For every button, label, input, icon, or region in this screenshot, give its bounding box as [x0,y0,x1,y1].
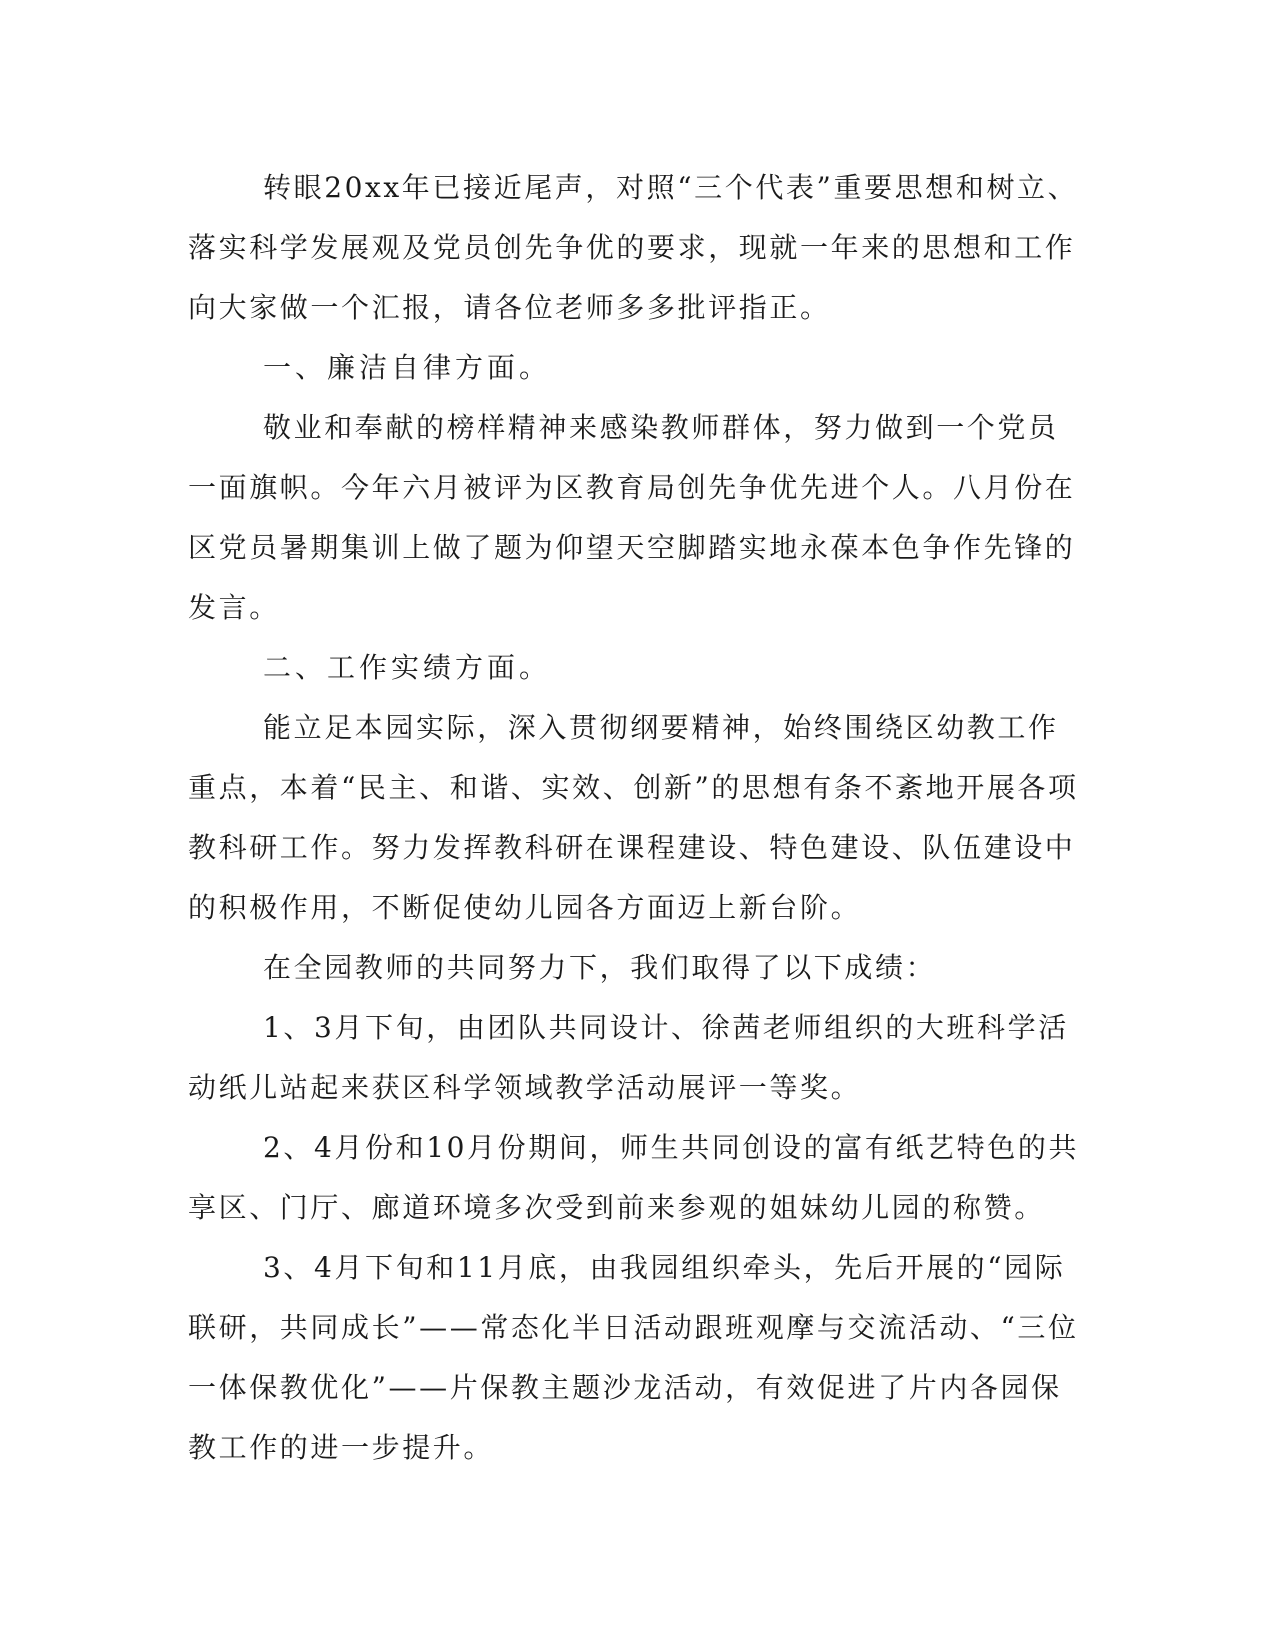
document-body [188,158,1080,1478]
section-heading-achievements: 二、工作实绩方面。 [263,651,552,684]
intro-paragraph: 转眼20xx年已接近尾声，对照“三个代表”重要思想和树立、落实科学发展观及党员创先争优的要求，现就一年来的思想和工作向大家做一个汇报，请各位老师多多批评指正。 [188,171,1079,324]
achievements-paragraph: 能立足本园实际，深入贯彻纲要精神，始终围绕区幼教工作重点，本着“民主、和谐、实效、创新”的思想有条不紊地开展各项教科研工作。努力发挥教科研在课程建设、特色建设、队伍建设中的积极作用，不断促使幼儿园各方面迈上新台阶。 [188,711,1079,924]
section-heading-integrity: 一、廉洁自律方面。 [263,351,552,384]
result-item-1: 1、3月下旬，由团队共同设计、徐茜老师组织的大班科学活动纸儿站起来获区科学领域教学活动展评一等奖。 [188,1011,1069,1104]
result-item-3: 3、4月下旬和11月底，由我园组织牵头，先后开展的“园际联研，共同成长”——常态化半日活动跟班观摩与交流活动、“三位一体保教优化”——片保教主题沙龙活动，有效促进了片内各园保教工作的进一步提升。 [188,1251,1079,1464]
results-intro-paragraph: 在全园教师的共同努力下，我们取得了以下成绩： [263,951,937,984]
integrity-paragraph: 敬业和奉献的榜样精神来感染教师群体，努力做到一个党员一面旗帜。今年六月被评为区教育局创先争优先进个人。八月份在区党员暑期集训上做了题为仰望天空脚踏实地永葆本色争作先锋的发言。 [188,411,1076,624]
result-item-2: 2、4月份和10月份期间，师生共同创设的富有纸艺特色的共享区、门厅、廊道环境多次受到前来参观的姐妹幼儿园的称赞。 [188,1131,1080,1224]
